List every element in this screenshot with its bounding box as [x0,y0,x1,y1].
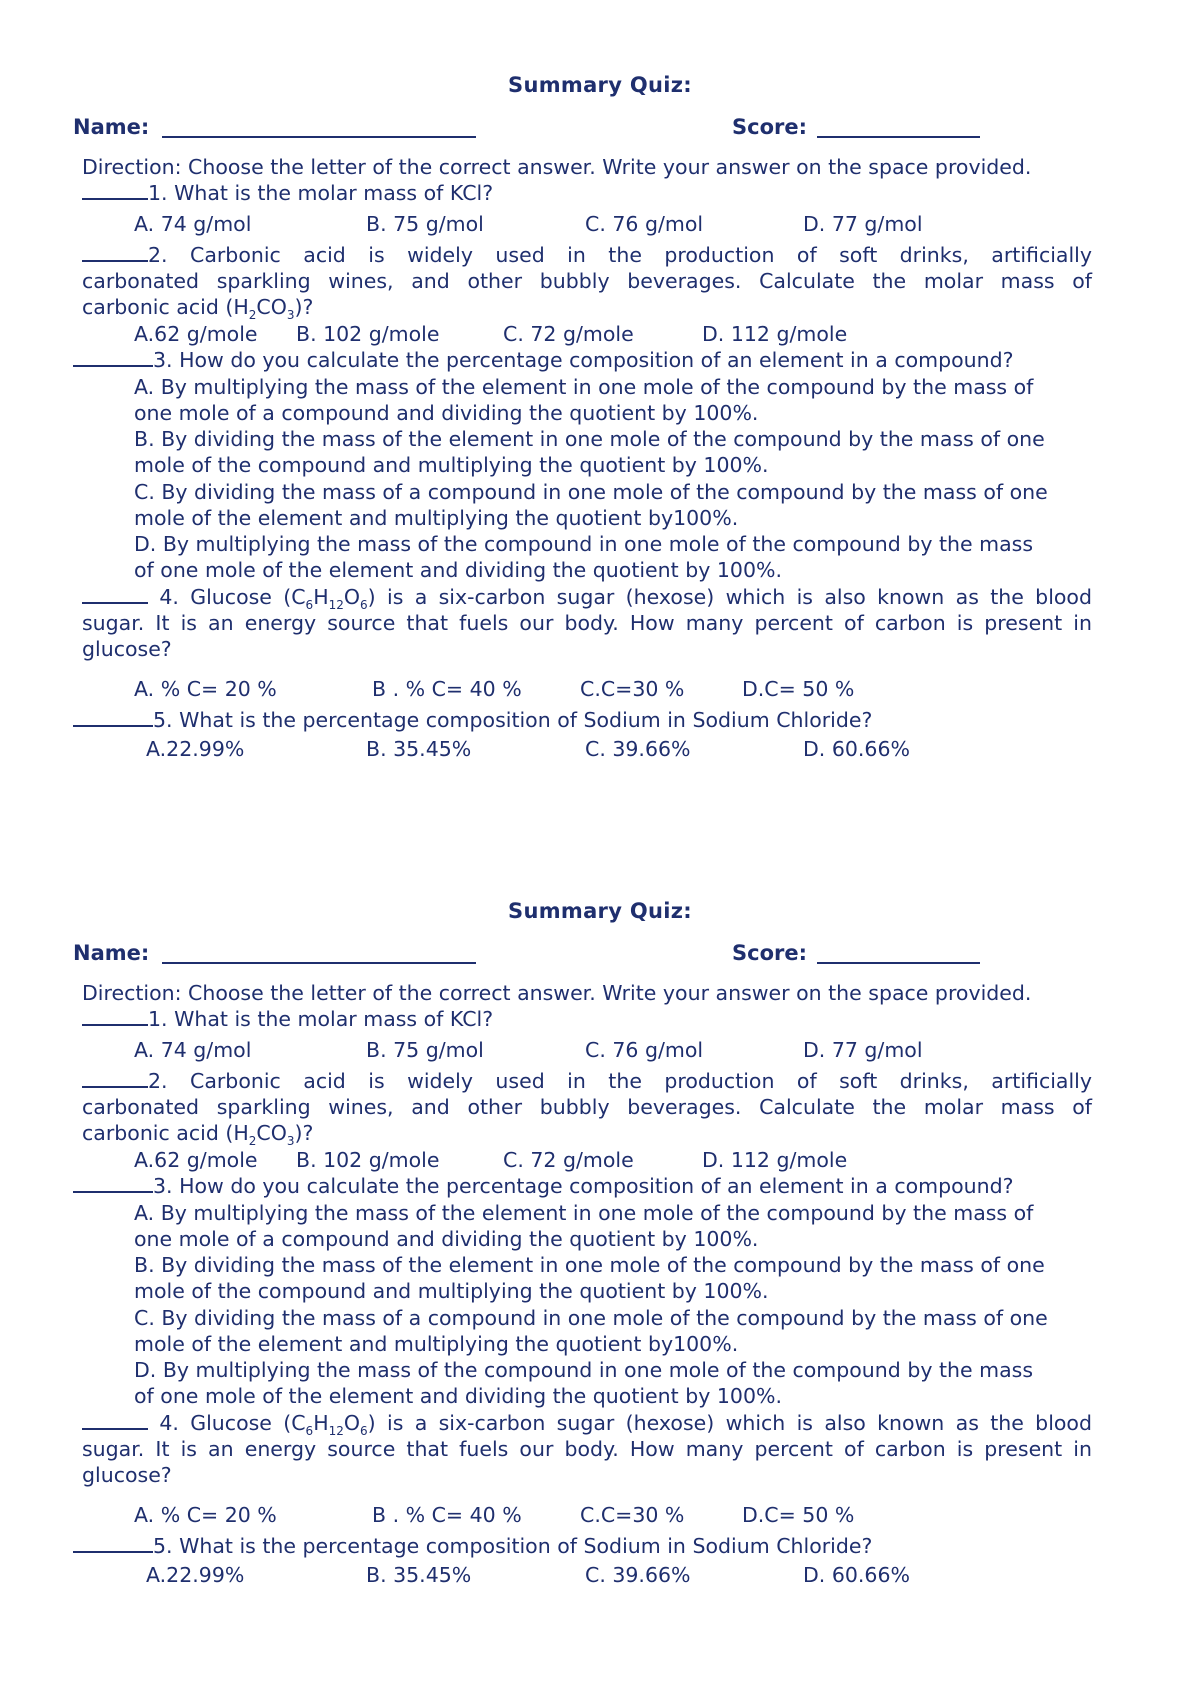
option-b: B. 35.45% [366,737,472,761]
option-a-line-2: one mole of a compound and dividing the quotient by 100%. [134,1227,759,1251]
option-c-line-1: C. By dividing the mass of a compound in one mole of the compound by the mass of one [134,480,1048,504]
answer-blank[interactable] [73,707,153,727]
question-2 [82,1068,1092,1095]
option-b-line-1: B. By dividing the mass of the element in one mole of the compound by the mass of one [134,1253,1045,1277]
option-a: A. % C= 20 % [134,677,277,701]
option-c: C. 39.66% [585,1563,691,1587]
option-a: A. 74 g/mol [134,212,252,236]
question-text: 3. How do you calculate the percentage composition of an element in a compound? [153,348,1014,372]
question-text: 1. What is the molar mass of KCl? [148,181,494,205]
option-d: D. 112 g/mole [702,1148,848,1172]
quiz-title: Summary Quiz: [508,899,692,923]
header-row [0,924,1200,970]
option-d: D. 77 g/mol [803,1038,923,1062]
option-a: A.22.99% [146,737,245,761]
question-1 [82,1006,493,1033]
option-a-line-1: A. By multiplying the mass of the element in one mole of the compound by the mass of [134,1201,1034,1225]
answer-blank[interactable] [73,1173,153,1193]
option-b: B. 75 g/mol [366,212,484,236]
score-field[interactable] [817,136,980,138]
option-c-line-2: mole of the element and multiplying the quotient by100%. [134,1332,739,1356]
option-b-line-2: mole of the compound and multiplying the quotient by 100%. [134,453,769,477]
option-b: B. 102 g/mole [296,1148,440,1172]
direction-text: Direction: Choose the letter of the correct answer. Write your answer on the space provided. [82,981,1032,1005]
option-d: D. 60.66% [803,1563,910,1587]
score-label: Score: [732,115,807,139]
name-field[interactable] [162,136,476,138]
option-c: C. 76 g/mol [585,1038,704,1062]
question-text: 5. What is the percentage composition of Sodium in Sodium Chloride? [153,1534,873,1558]
answer-blank[interactable] [82,180,148,200]
option-c: C.C=30 % [580,1503,685,1527]
question-4: 4. Glucose $(C_6H_{12}O_6)$ is a six-carbon sugar (hexose) which is also known as the blood [82,584,1092,611]
option-a: A. % C= 20 % [134,1503,277,1527]
header-row [0,98,1200,144]
question-2-line-3: carbonic acid $(H_2CO_3)$? [82,1121,314,1149]
option-d: D. 112 g/mole [702,322,848,346]
option-b: B. 75 g/mol [366,1038,484,1062]
question-4-line-2: sugar. It is an energy source that fuels our body. How many percent of carbon is present in [82,1437,1092,1461]
option-b: B . % C= 40 % [372,1503,522,1527]
option-d-line-2: of one mole of the element and dividing the quotient by 100%. [134,558,782,582]
option-d: D.C= 50 % [742,677,855,701]
option-b-line-2: mole of the compound and multiplying the quotient by 100%. [134,1279,769,1303]
question-text: 2. Carbonic acid is widely used in the production of soft drinks, artificially [148,1069,1092,1093]
option-c: C.C=30 % [580,677,685,701]
option-b: B. 102 g/mole [296,322,440,346]
answer-blank[interactable] [82,1410,148,1430]
question-text: 2. Carbonic acid is widely used in the production of soft drinks, artificially [148,243,1092,267]
answer-blank[interactable] [82,584,148,604]
question-5 [73,707,872,734]
question-2-line-3: carbonic acid $(H_2CO_3)$? [82,295,314,323]
question-text: 3. How do you calculate the percentage composition of an element in a compound? [153,1174,1014,1198]
option-c: C. 72 g/mole [503,1148,634,1172]
answer-blank[interactable] [82,242,148,262]
question-5 [73,1533,872,1560]
option-c: C. 76 g/mol [585,212,704,236]
option-b-line-1: B. By dividing the mass of the element in one mole of the compound by the mass of one [134,427,1045,451]
answer-blank[interactable] [73,1533,153,1553]
quiz-sheet-top [0,72,1200,761]
score-field[interactable] [817,962,980,964]
score-label: Score: [732,941,807,965]
question-2-line-2: carbonated sparkling wines, and other bubbly beverages. Calculate the molar mass of [82,269,1092,293]
name-field[interactable] [162,962,476,964]
option-c-line-2: mole of the element and multiplying the quotient by100%. [134,506,739,530]
question-1 [82,180,493,207]
name-label: Name: [73,115,150,139]
question-4-line-3: glucose? [82,637,172,661]
question-4: 4. Glucose $(C_6H_{12}O_6)$ is a six-carbon sugar (hexose) which is also known as the blood [82,1410,1092,1437]
direction-text: Direction: Choose the letter of the correct answer. Write your answer on the space provided. [82,155,1032,179]
option-d: D. 77 g/mol [803,212,923,236]
question-2-line-2: carbonated sparkling wines, and other bubbly beverages. Calculate the molar mass of [82,1095,1092,1119]
option-a: A.62 g/mole [134,322,258,346]
question-4-line-2: sugar. It is an energy source that fuels our body. How many percent of carbon is present in [82,611,1092,635]
option-a-line-2: one mole of a compound and dividing the quotient by 100%. [134,401,759,425]
quiz-title: Summary Quiz: [508,73,692,97]
option-d: D. 60.66% [803,737,910,761]
answer-blank[interactable] [73,347,153,367]
option-b: B. 35.45% [366,1563,472,1587]
option-d: D.C= 50 % [742,1503,855,1527]
quiz-sheet-bottom [0,898,1200,1587]
option-a: A.62 g/mole [134,1148,258,1172]
option-a: A.22.99% [146,1563,245,1587]
option-c: C. 39.66% [585,737,691,761]
question-4-line-3: glucose? [82,1463,172,1487]
option-c-line-1: C. By dividing the mass of a compound in one mole of the compound by the mass of one [134,1306,1048,1330]
name-label: Name: [73,941,150,965]
option-a-line-1: A. By multiplying the mass of the element in one mole of the compound by the mass of [134,375,1034,399]
answer-blank[interactable] [82,1006,148,1026]
option-d-line-1: D. By multiplying the mass of the compound in one mole of the compound by the mass [134,1358,1034,1382]
answer-blank[interactable] [82,1068,148,1088]
option-c: C. 72 g/mole [503,322,634,346]
option-d-line-2: of one mole of the element and dividing the quotient by 100%. [134,1384,782,1408]
question-text: 5. What is the percentage composition of Sodium in Sodium Chloride? [153,708,873,732]
question-3 [73,1173,1014,1200]
option-a: A. 74 g/mol [134,1038,252,1062]
option-b: B . % C= 40 % [372,677,522,701]
question-3 [73,347,1014,374]
question-text: 1. What is the molar mass of KCl? [148,1007,494,1031]
option-d-line-1: D. By multiplying the mass of the compound in one mole of the compound by the mass [134,532,1034,556]
question-2 [82,242,1092,269]
